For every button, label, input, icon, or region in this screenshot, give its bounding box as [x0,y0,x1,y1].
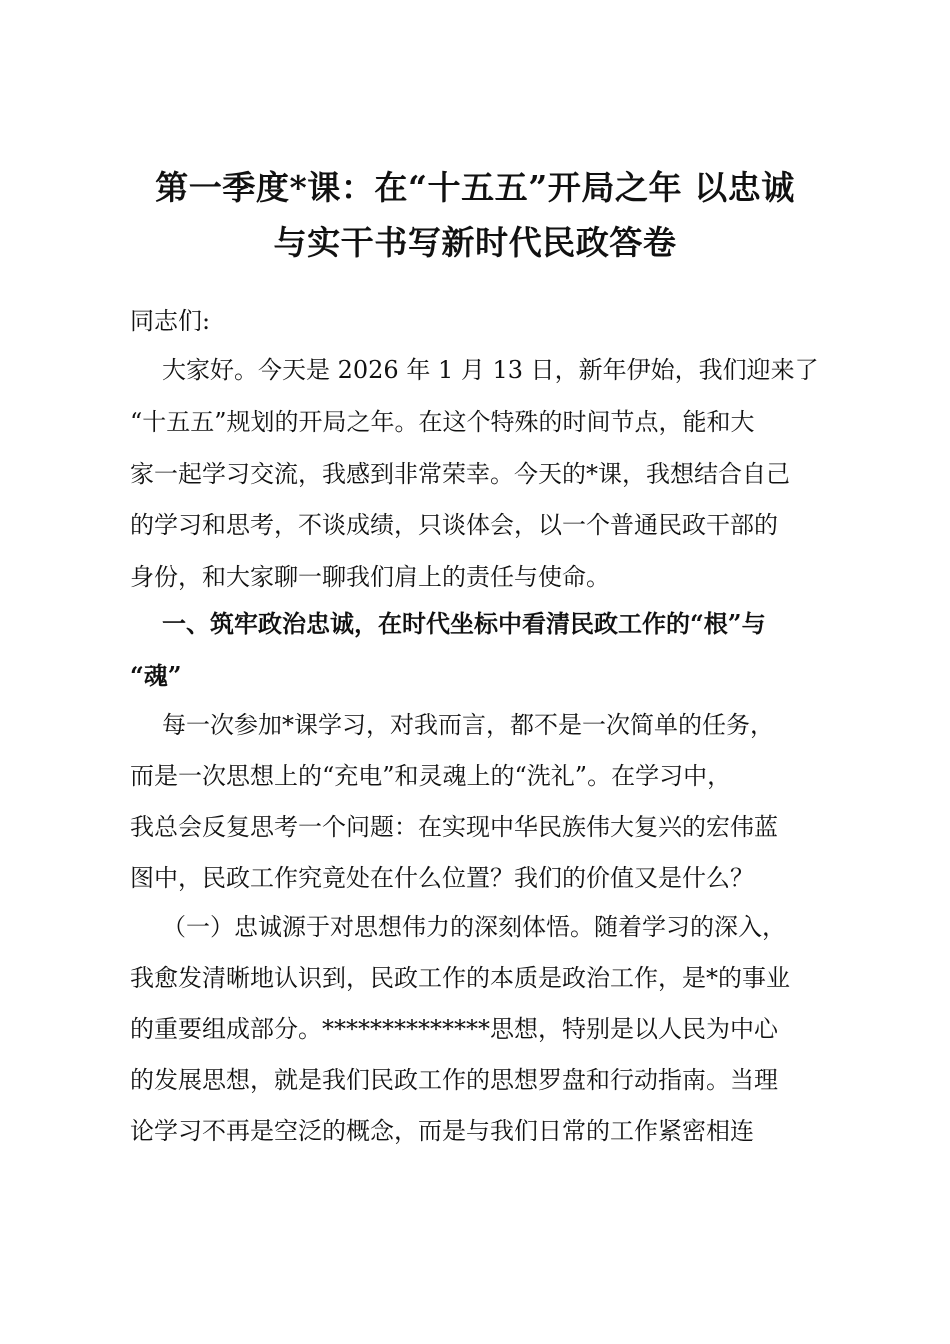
paragraph-3-line-2: 我愈发清晰地认识到，民政工作的本质是政治工作，是*的事业 [130,964,790,992]
paragraph-2-line-4: 图中，民政工作究竟处在什么位置？我们的价值又是什么？ [130,864,754,892]
paragraph-1-line-1: 大家好。今天是 2026 年 1 月 13 日，新年伊始，我们迎来了 [162,356,819,384]
section-1-heading-line-2: “魂” [130,661,182,690]
paragraph-3-line-1: （一）忠诚源于对思想伟力的深刻体悟。随着学习的深入， [162,913,786,941]
paragraph-2-line-2: 而是一次思想上的“充电”和灵魂上的“洗礼”。在学习中， [130,762,732,790]
document-title-line-1: 第一季度*课：在“十五五”开局之年 以忠诚 [155,168,795,207]
paragraph-1-line-5: 身份，和大家聊一聊我们肩上的责任与使命。 [130,563,610,591]
paragraph-1-line-2: “十五五”规划的开局之年。在这个特殊的时间节点，能和大 [130,408,755,436]
salutation: 同志们: [130,307,211,335]
paragraph-1-line-3: 家一起学习交流，我感到非常荣幸。今天的*课，我想结合自己 [130,460,790,488]
section-1-heading-line-1: 一、筑牢政治忠诚，在时代坐标中看清民政工作的“根”与 [162,609,766,638]
paragraph-2-line-1: 每一次参加*课学习，对我而言，都不是一次简单的任务， [162,711,774,739]
paragraph-1-line-4: 的学习和思考，不谈成绩，只谈体会，以一个普通民政干部的 [130,511,778,539]
paragraph-2-line-3: 我总会反复思考一个问题：在实现中华民族伟大复兴的宏伟蓝 [130,813,778,841]
document-title-line-2: 与实干书写新时代民政答卷 [273,223,677,262]
paragraph-3-line-4: 的发展思想，就是我们民政工作的思想罗盘和行动指南。当理 [130,1066,778,1094]
paragraph-3-line-3: 的重要组成部分。**************思想，特别是以人民为中心 [130,1015,778,1043]
paragraph-3-line-5: 论学习不再是空泛的概念，而是与我们日常的工作紧密相连 [130,1117,754,1145]
